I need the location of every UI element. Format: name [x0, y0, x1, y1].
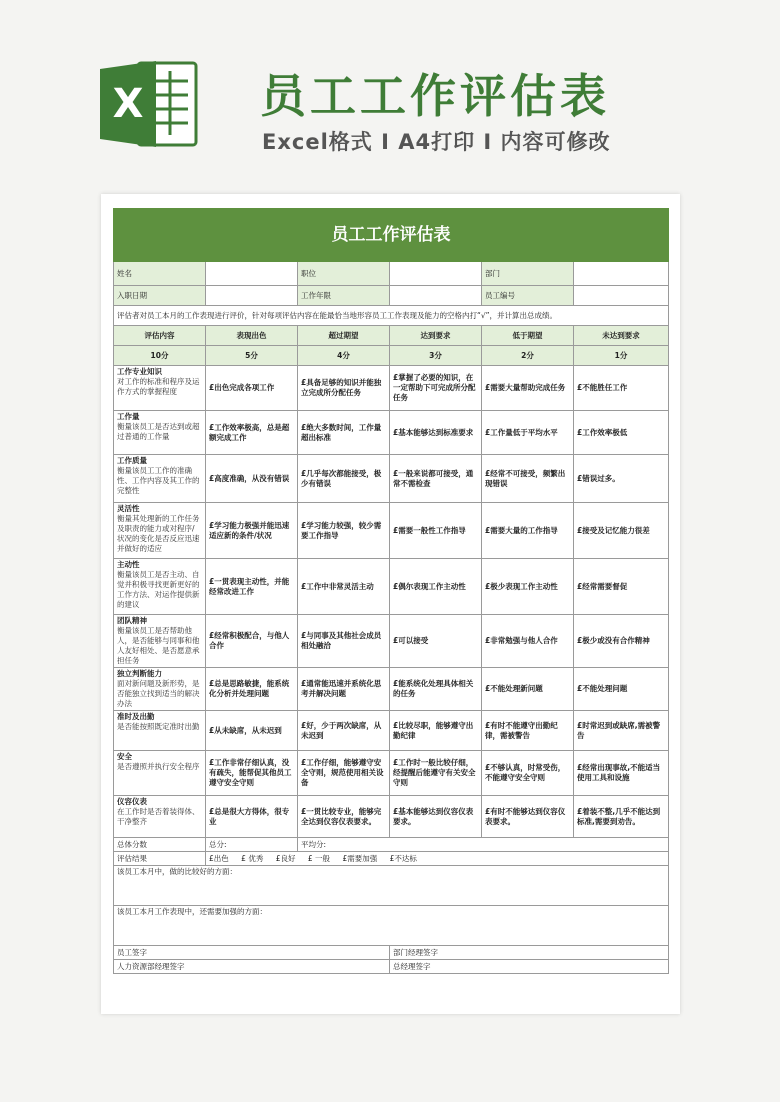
criterion-description: 衡量该员工是否帮助他人，是否能够与同事和他人友好相处、是否愿意承担任务: [117, 626, 200, 665]
improve-row: [114, 906, 669, 946]
rating-option[interactable]: £经常出现事故,不能适当使用工具和设施: [574, 751, 669, 796]
signature-row-1: [114, 946, 669, 960]
criterion-row: [114, 711, 669, 751]
employee-signature[interactable]: 员工签字: [114, 946, 390, 960]
criterion-name: 主动性: [117, 560, 140, 569]
criterion-name: 团队精神: [117, 616, 147, 625]
rating-option[interactable]: £掌握了必要的知识，在一定帮助下可完成所分配任务: [390, 366, 482, 411]
score-cell: 10分: [114, 346, 206, 366]
rating-option[interactable]: £时常迟到或缺席,需被警告: [574, 711, 669, 751]
criterion-cell: [114, 559, 206, 615]
result-option[interactable]: £出色: [209, 853, 229, 863]
total-label: 总体分数: [114, 838, 206, 852]
criterion-row: [114, 411, 669, 455]
department-cell[interactable]: [574, 262, 669, 286]
average-score[interactable]: 平均分:: [298, 838, 669, 852]
rating-option[interactable]: £偶尔表现工作主动性: [390, 559, 482, 615]
improve-field[interactable]: 该员工本月工作表现中，还需要加强的方面：: [114, 906, 669, 946]
criterion-name: 安全: [117, 752, 132, 761]
score-cell: 3分: [390, 346, 482, 366]
criterion-description: 对工作的标准和程序及运作方式的掌握程度: [117, 377, 200, 396]
signature-row-2: [114, 960, 669, 974]
name-cell[interactable]: [206, 262, 298, 286]
rating-option[interactable]: £需要一般性工作指导: [390, 503, 482, 559]
rating-option[interactable]: £与同事及其他社会成员相处融洽: [298, 615, 390, 668]
criterion-row: [114, 668, 669, 711]
rating-option[interactable]: £有时不能够达到仪容仪表要求。: [482, 796, 574, 838]
score-cell: 5分: [206, 346, 298, 366]
sheet-title-row: [114, 209, 669, 262]
employee-id-cell[interactable]: [574, 286, 669, 306]
employee-id-label: 员工编号: [482, 286, 574, 306]
column-header: 未达到要求: [574, 326, 669, 346]
rating-option[interactable]: £不能处理问题: [574, 668, 669, 711]
criterion-row: [114, 559, 669, 615]
column-header: 超过期望: [298, 326, 390, 346]
criterion-row: [114, 615, 669, 668]
position-label: 职位: [298, 262, 390, 286]
rating-option[interactable]: £工作效率极低: [574, 411, 669, 455]
criterion-cell: [114, 366, 206, 411]
info-row-2: [114, 286, 669, 306]
result-option[interactable]: £ 优秀: [241, 853, 264, 863]
work-years-label: 工作年限: [298, 286, 390, 306]
criterion-name: 工作质量: [117, 456, 147, 465]
criterion-cell: [114, 711, 206, 751]
result-option[interactable]: £良好: [275, 853, 296, 863]
name-label: 姓名: [114, 262, 206, 286]
rating-option[interactable]: £工作中非常灵活主动: [298, 559, 390, 615]
criterion-row: [114, 366, 669, 411]
page-title: 员工工作评估表: [260, 69, 610, 123]
rating-option[interactable]: £极少或没有合作精神: [574, 615, 669, 668]
instruction-text: 评估者对员工本月的工作表现进行评价，针对每项评估内容在能最恰当地形容员工工作表现及能力的空格内打“√”，并计算出总成绩。: [114, 306, 669, 326]
criterion-cell: [114, 455, 206, 503]
info-row-1: [114, 262, 669, 286]
rating-option[interactable]: £工作非常仔细认真，没有疏失，能帮促其他员工遵守安全守则: [206, 751, 298, 796]
hr-manager-signature[interactable]: 人力资源部经理签字: [114, 960, 390, 974]
rating-option[interactable]: £学习能力较强，较少需要工作指导: [298, 503, 390, 559]
evaluation-table: [113, 208, 669, 974]
strengths-field[interactable]: 该员工本月中，做的比较好的方面：: [114, 866, 669, 906]
score-cell: 1分: [574, 346, 669, 366]
result-row: [114, 852, 669, 866]
rating-option[interactable]: £基本能够达到标准要求: [390, 411, 482, 455]
result-options: [206, 852, 669, 866]
rating-option[interactable]: £绝大多数时间，工作量超出标准: [298, 411, 390, 455]
criterion-description: 是否遵照并执行安全程序: [117, 762, 200, 771]
total-row: [114, 838, 669, 852]
excel-logo-icon: [100, 57, 198, 151]
criteria-body: [114, 366, 669, 838]
criterion-row: [114, 751, 669, 796]
score-cell: 4分: [298, 346, 390, 366]
rating-option[interactable]: £比较尽职，能够遵守出勤纪律: [390, 711, 482, 751]
rating-option[interactable]: £总是很大方得体，很专业: [206, 796, 298, 838]
gm-signature[interactable]: 总经理签字: [390, 960, 669, 974]
rating-option[interactable]: £工作仔细，能够遵守安全守则，规范使用相关设备: [298, 751, 390, 796]
spreadsheet-sheet: [101, 194, 680, 1014]
column-header: 评估内容: [114, 326, 206, 346]
rating-option[interactable]: £不能处理新问题: [482, 668, 574, 711]
criterion-row: [114, 796, 669, 838]
rating-option[interactable]: £通常能迅速并系统化思考并解决问题: [298, 668, 390, 711]
rating-option[interactable]: £需要大量的工作指导: [482, 503, 574, 559]
rating-option[interactable]: £可以接受: [390, 615, 482, 668]
rating-option[interactable]: £一般来说都可接受，通常不需检查: [390, 455, 482, 503]
criterion-description: 面对新问题及新形势，是否能独立找到适当的解决办法: [117, 679, 200, 708]
rating-option[interactable]: £工作量低于平均水平: [482, 411, 574, 455]
criterion-name: 准时及出勤: [117, 712, 155, 721]
department-label: 部门: [482, 262, 574, 286]
criterion-row: [114, 455, 669, 503]
logo-letter: X: [112, 81, 144, 127]
rating-option[interactable]: £好，少于两次缺席，从未迟到: [298, 711, 390, 751]
work-years-cell[interactable]: [390, 286, 482, 306]
rating-option[interactable]: £具备足够的知识并能独立完成所分配任务: [298, 366, 390, 411]
criterion-description: 衡量该员工工作的准确性、工作内容及其工作的完整性: [117, 466, 200, 495]
criterion-description: 衡量该员工是否达到或超过普通的工作量: [117, 422, 200, 441]
rating-option[interactable]: £需要大量帮助完成任务: [482, 366, 574, 411]
criterion-description: 是否能按照既定准时出勤: [117, 722, 200, 731]
sheet-title: 员工工作评估表: [114, 209, 669, 262]
column-header: 达到要求: [390, 326, 482, 346]
rating-option[interactable]: £一贯表现主动性，并能经常改进工作: [206, 559, 298, 615]
score-row: [114, 346, 669, 366]
rating-option[interactable]: £出色完成各项工作: [206, 366, 298, 411]
rating-option[interactable]: £有时不能遵守出勤纪律，需被警告: [482, 711, 574, 751]
page-subtitle: Excel格式 I A4打印 I 内容可修改: [262, 130, 611, 154]
hire-date-cell[interactable]: [206, 286, 298, 306]
column-header: 表现出色: [206, 326, 298, 346]
result-label: 评估结果: [114, 852, 206, 866]
rating-option[interactable]: £经常积极配合，与他人合作: [206, 615, 298, 668]
rating-option[interactable]: £经常需要督促: [574, 559, 669, 615]
rating-option[interactable]: £接受及记忆能力很差: [574, 503, 669, 559]
criterion-row: [114, 503, 669, 559]
rating-option[interactable]: £总是思路敏捷，能系统化分析并处理问题: [206, 668, 298, 711]
result-option[interactable]: £ 一般: [307, 853, 331, 863]
rating-option[interactable]: £几乎每次都能接受，极少有错误: [298, 455, 390, 503]
criterion-name: 工作量: [117, 412, 140, 421]
rating-option[interactable]: £高度准确，从没有错误: [206, 455, 298, 503]
rating-option[interactable]: £极少表现工作主动性: [482, 559, 574, 615]
total-score[interactable]: 总分:: [206, 838, 298, 852]
position-cell[interactable]: [390, 262, 482, 286]
result-option[interactable]: £需要加强: [342, 853, 378, 863]
criterion-cell: [114, 411, 206, 455]
rating-option[interactable]: £一贯比较专业，能够完全达到仪容仪表要求。: [298, 796, 390, 838]
criterion-name: 仪容仪表: [117, 797, 147, 806]
criterion-cell: [114, 751, 206, 796]
criterion-cell: [114, 615, 206, 668]
rating-option[interactable]: £不够认真，时常受伤，不能遵守安全守则: [482, 751, 574, 796]
rating-option[interactable]: £非常勉强与他人合作: [482, 615, 574, 668]
rating-option[interactable]: £错误过多。: [574, 455, 669, 503]
rating-option[interactable]: £基本能够达到仪容仪表要求。: [390, 796, 482, 838]
rating-option[interactable]: £能系统化处理具体相关的任务: [390, 668, 482, 711]
criterion-cell: [114, 796, 206, 838]
rating-option[interactable]: £工作效率极高，总是超额完成工作: [206, 411, 298, 455]
criterion-name: 独立判断能力: [117, 669, 162, 678]
strengths-row: [114, 866, 669, 906]
rating-option[interactable]: £经常不可接受，频繁出现错误: [482, 455, 574, 503]
criterion-description: 衡量该员工是否主动、自觉并积极寻找更新更好的工作方法、对运作提供新的建议: [117, 570, 200, 609]
column-header: 低于期望: [482, 326, 574, 346]
rating-option[interactable]: £学习能力极强并能迅速适应新的条件/状况: [206, 503, 298, 559]
criterion-cell: [114, 668, 206, 711]
hire-date-label: 入职日期: [114, 286, 206, 306]
score-cell: 2分: [482, 346, 574, 366]
rating-option[interactable]: £从未缺席，从未迟到: [206, 711, 298, 751]
instruction-row: [114, 306, 669, 326]
rating-option[interactable]: £工作时一般比较仔细，经提醒后能遵守有关安全守则: [390, 751, 482, 796]
criterion-name: 工作专业知识: [117, 367, 162, 376]
criterion-description: 在工作时是否着装得体、干净整齐: [117, 807, 200, 826]
criterion-name: 灵活性: [117, 504, 140, 513]
dept-manager-signature[interactable]: 部门经理签字: [390, 946, 669, 960]
criterion-cell: [114, 503, 206, 559]
criterion-description: 衡量其处理新的工作任务及职责的能力或对程序/状况的变化是否反应迅速并做好的适应: [117, 514, 200, 553]
column-header-row: [114, 326, 669, 346]
rating-option[interactable]: £着装不整,几乎不能达到标准,需要到劝告。: [574, 796, 669, 838]
rating-option[interactable]: £不能胜任工作: [574, 366, 669, 411]
result-option[interactable]: £不达标: [389, 853, 417, 863]
